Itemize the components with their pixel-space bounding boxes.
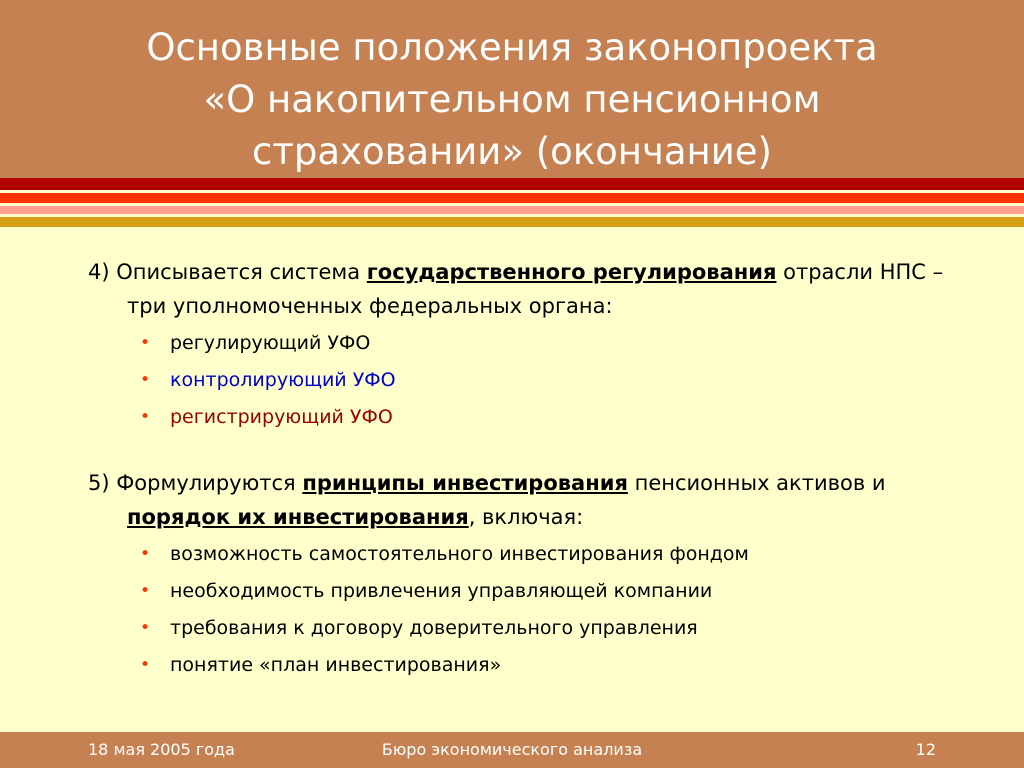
section-4-paragraph xyxy=(88,255,968,323)
slide-footer xyxy=(0,732,1024,768)
section-spacer xyxy=(88,436,968,466)
list-item-text: требования к договору доверительного управления xyxy=(170,617,698,639)
footer-organization: Бюро экономического анализа xyxy=(381,740,643,759)
section-4-list xyxy=(140,325,968,436)
section-5-emphasis-2: порядок их инвестирования xyxy=(127,505,469,529)
title-line-3: страховании» (окончание) xyxy=(252,130,772,173)
bullet-icon: • xyxy=(140,581,151,601)
list-item-text: необходимость привлечения управляющей компании xyxy=(170,580,713,602)
decorative-stripe-pink xyxy=(0,206,1024,214)
slide-title xyxy=(0,22,1024,178)
list-item-text: возможность самостоятельного инвестирования фондом xyxy=(170,543,749,565)
list-item xyxy=(140,325,968,362)
bullet-icon: • xyxy=(140,618,151,638)
section-5-suffix: , включая: xyxy=(468,505,584,529)
list-item xyxy=(140,610,968,647)
bullet-icon: • xyxy=(140,544,151,564)
list-item xyxy=(140,362,968,399)
bullet-icon: • xyxy=(140,407,151,427)
title-line-1: Основные положения законопроекта xyxy=(146,26,878,69)
section-4-emphasis: государственного регулирования xyxy=(366,260,777,284)
list-item-text: регулирующий УФО xyxy=(170,332,371,354)
section-5-prefix: 5) Формулируются xyxy=(88,471,303,495)
section-4-suffix: отрасли НПС – три уполномоченных федеральных органа: xyxy=(127,260,944,318)
list-item-text: понятие «план инвестирования» xyxy=(170,654,502,676)
section-5-paragraph xyxy=(88,466,968,534)
section-5-emphasis-1: принципы инвестирования xyxy=(302,471,628,495)
title-line-2: «О накопительном пенсионном xyxy=(203,78,821,121)
slide-number: 12 xyxy=(915,740,936,759)
list-item-text: регистрирующий УФО xyxy=(170,406,393,428)
bullet-icon: • xyxy=(140,333,151,353)
section-5-middle: пенсионных активов и xyxy=(627,471,886,495)
slide-header xyxy=(0,0,1024,178)
list-item-text: контролирующий УФО xyxy=(170,369,396,391)
slide-body xyxy=(88,255,968,684)
bullet-icon: • xyxy=(140,655,151,675)
decorative-stripe-dark-red xyxy=(0,178,1024,190)
list-item xyxy=(140,399,968,436)
section-4-prefix: 4) Описывается система xyxy=(88,260,367,284)
footer-date: 18 мая 2005 года xyxy=(88,740,235,759)
decorative-stripe-gold xyxy=(0,217,1024,227)
bullet-icon: • xyxy=(140,370,151,390)
list-item xyxy=(140,536,968,573)
list-item xyxy=(140,647,968,684)
decorative-stripe-red xyxy=(0,193,1024,203)
section-5-list xyxy=(140,536,968,684)
list-item xyxy=(140,573,968,610)
